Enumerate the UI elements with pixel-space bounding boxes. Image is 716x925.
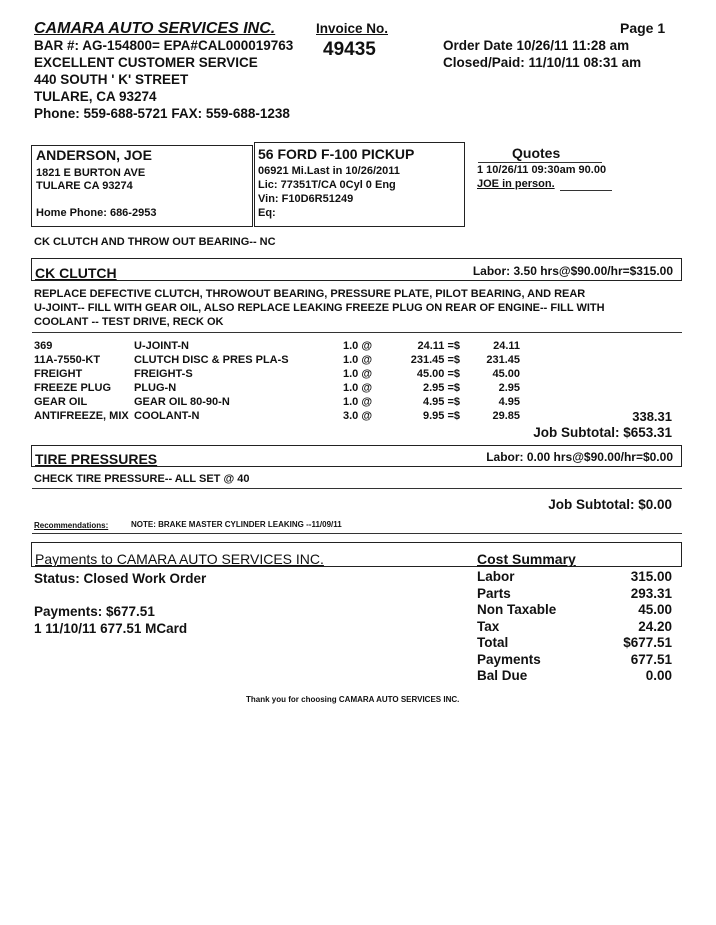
part-unit-price: 4.95 =$ — [422, 396, 460, 408]
job1-desc-line-3: COOLANT -- TEST DRIVE, RECK OK — [34, 316, 224, 328]
invoice-number: 49435 — [323, 39, 376, 60]
part-quantity: 1.0 @ — [343, 340, 373, 352]
part-unit-price: 2.95 =$ — [422, 382, 460, 394]
part-quantity: 1.0 @ — [343, 368, 373, 380]
part-number: ANTIFREEZE, MIX — [34, 410, 129, 422]
vehicle-eq: Eq: — [258, 207, 276, 219]
cost-label-payments: Payments — [477, 652, 541, 667]
part-number: 369 — [34, 340, 53, 352]
part-description: PLUG-N — [134, 382, 177, 394]
cost-label-bal-due: Bal Due — [477, 668, 528, 683]
part-quantity: 1.0 @ — [343, 354, 373, 366]
page-number: Page 1 — [620, 20, 666, 36]
customer-city: TULARE CA 93274 — [36, 180, 133, 192]
cost-value-parts: 293.31 — [630, 586, 672, 601]
cost-value-non-taxable: 45.00 — [638, 602, 672, 617]
part-line-total: 24.11 — [493, 340, 520, 352]
part-line-total: 29.85 — [492, 410, 520, 422]
part-unit-price: 9.95 =$ — [422, 410, 460, 422]
cost-label-labor: Labor — [477, 569, 515, 584]
vehicle-vin: Vin: F10D6R51249 — [258, 193, 354, 205]
quote-underline-extension — [560, 190, 612, 191]
part-line-total: 4.95 — [498, 396, 520, 408]
quotes-divider — [478, 162, 602, 163]
part-number: GEAR OIL — [34, 396, 88, 408]
vehicle-box — [254, 142, 465, 227]
part-description: FREIGHT-S — [134, 368, 193, 380]
recommendations-divider — [32, 533, 682, 534]
recommendations-note: NOTE: BRAKE MASTER CYLINDER LEAKING --11/09/11 — [131, 520, 342, 529]
quote-line-1: 1 10/26/11 09:30am 90.00 — [477, 164, 607, 176]
job2-divider — [32, 488, 682, 489]
customer-name: ANDERSON, JOE — [36, 147, 152, 163]
job2-labor: Labor: 0.00 hrs@$90.00/hr=$0.00 — [486, 450, 673, 464]
cost-label-parts: Parts — [477, 586, 511, 601]
cost-value-labor: 315.00 — [630, 569, 672, 584]
customer-box — [31, 145, 253, 227]
payments-total: Payments: $677.51 — [34, 604, 155, 619]
vehicle-title: 56 FORD F-100 PICKUP — [258, 146, 415, 162]
cost-label-tax: Tax — [477, 619, 500, 634]
invoice-label: Invoice No. — [316, 21, 389, 36]
part-description: CLUTCH DISC & PRES PLA-S — [134, 354, 289, 366]
job1-desc-line-2: U-JOINT-- FILL WITH GEAR OIL, ALSO REPLACE LEAKING FREEZE PLUG ON REAR OF ENGINE-- FILL WITH — [34, 302, 605, 314]
job2-description: CHECK TIRE PRESSURE-- ALL SET @ 40 — [34, 473, 250, 485]
part-line-total: 2.95 — [498, 382, 520, 394]
job1-parts-total: 338.31 — [632, 409, 672, 424]
payments-header — [31, 542, 682, 567]
job1-desc-line-1: REPLACE DEFECTIVE CLUTCH, THROWOUT BEARING, PRESSURE PLATE, PILOT BEARING, AND REAR — [34, 288, 586, 300]
customer-address: 1821 E BURTON AVE — [36, 167, 146, 179]
job2-subtotal: Job Subtotal: $0.00 — [548, 497, 672, 512]
vehicle-license: Lic: 77351T/CA 0Cyl 0 Eng — [258, 179, 396, 191]
part-line-total: 45.00 — [492, 368, 520, 380]
shop-tagline: EXCELLENT CUSTOMER SERVICE — [34, 55, 258, 70]
job1-labor: Labor: 3.50 hrs@$90.00/hr=$315.00 — [472, 264, 673, 278]
cost-label-total: Total — [477, 635, 509, 650]
payments-title: Payments to CAMARA AUTO SERVICES INC. — [35, 551, 324, 567]
part-quantity: 1.0 @ — [343, 382, 373, 394]
order-date: Order Date 10/26/11 11:28 am — [443, 38, 630, 53]
shop-name: CAMARA AUTO SERVICES INC. — [34, 20, 276, 37]
shop-city: TULARE, CA 93274 — [34, 89, 157, 104]
cost-label-non-taxable: Non Taxable — [477, 602, 557, 617]
part-number: FREIGHT — [34, 368, 83, 380]
job1-subtotal: Job Subtotal: $653.31 — [533, 425, 672, 440]
payment-line: 1 11/10/11 677.51 MCard — [34, 621, 188, 636]
payment-status: Status: Closed Work Order — [34, 571, 207, 586]
part-quantity: 3.0 @ — [343, 410, 373, 422]
quotes-title: Quotes — [512, 145, 561, 161]
part-unit-price: 231.45 =$ — [410, 354, 460, 366]
part-line-total: 231.45 — [486, 354, 520, 366]
part-description: GEAR OIL 80-90-N — [134, 396, 230, 408]
part-quantity: 1.0 @ — [343, 396, 373, 408]
complaint-text: CK CLUTCH AND THROW OUT BEARING-- NC — [34, 236, 276, 248]
job1-header — [31, 258, 682, 281]
shop-bar-number: BAR #: AG-154800= EPA#CAL000019763 — [34, 38, 294, 53]
cost-value-bal-due: 0.00 — [645, 668, 672, 683]
cost-summary-title: Cost Summary — [477, 551, 576, 567]
part-number: 11A-7550-KT — [34, 354, 101, 366]
part-unit-price: 45.00 =$ — [416, 368, 460, 380]
shop-phone: Phone: 559-688-5721 FAX: 559-688-1238 — [34, 106, 290, 121]
job1-parts-divider — [32, 332, 682, 333]
customer-home-phone: Home Phone: 686-2953 — [36, 207, 157, 219]
recommendations-label: Recommendations: — [34, 521, 109, 530]
part-number: FREEZE PLUG — [34, 382, 112, 394]
part-description: COOLANT-N — [134, 410, 200, 422]
footer-thank-you: Thank you for choosing CAMARA AUTO SERVICES INC. — [246, 695, 460, 704]
cost-value-total: $677.51 — [623, 635, 672, 650]
job2-header — [31, 445, 682, 467]
cost-value-payments: 677.51 — [630, 652, 672, 667]
cost-value-tax: 24.20 — [638, 619, 672, 634]
vehicle-mileage: 06921 Mi.Last in 10/26/2011 — [258, 165, 400, 177]
quote-line-2: JOE in person. — [477, 178, 555, 190]
job1-title: CK CLUTCH — [35, 265, 117, 281]
shop-street: 440 SOUTH ' K' STREET — [34, 72, 189, 87]
closed-paid-date: Closed/Paid: 11/10/11 08:31 am — [443, 55, 642, 70]
part-unit-price: 24.11 =$ — [417, 340, 460, 352]
part-description: U-JOINT-N — [134, 340, 189, 352]
job2-title: TIRE PRESSURES — [35, 451, 158, 467]
